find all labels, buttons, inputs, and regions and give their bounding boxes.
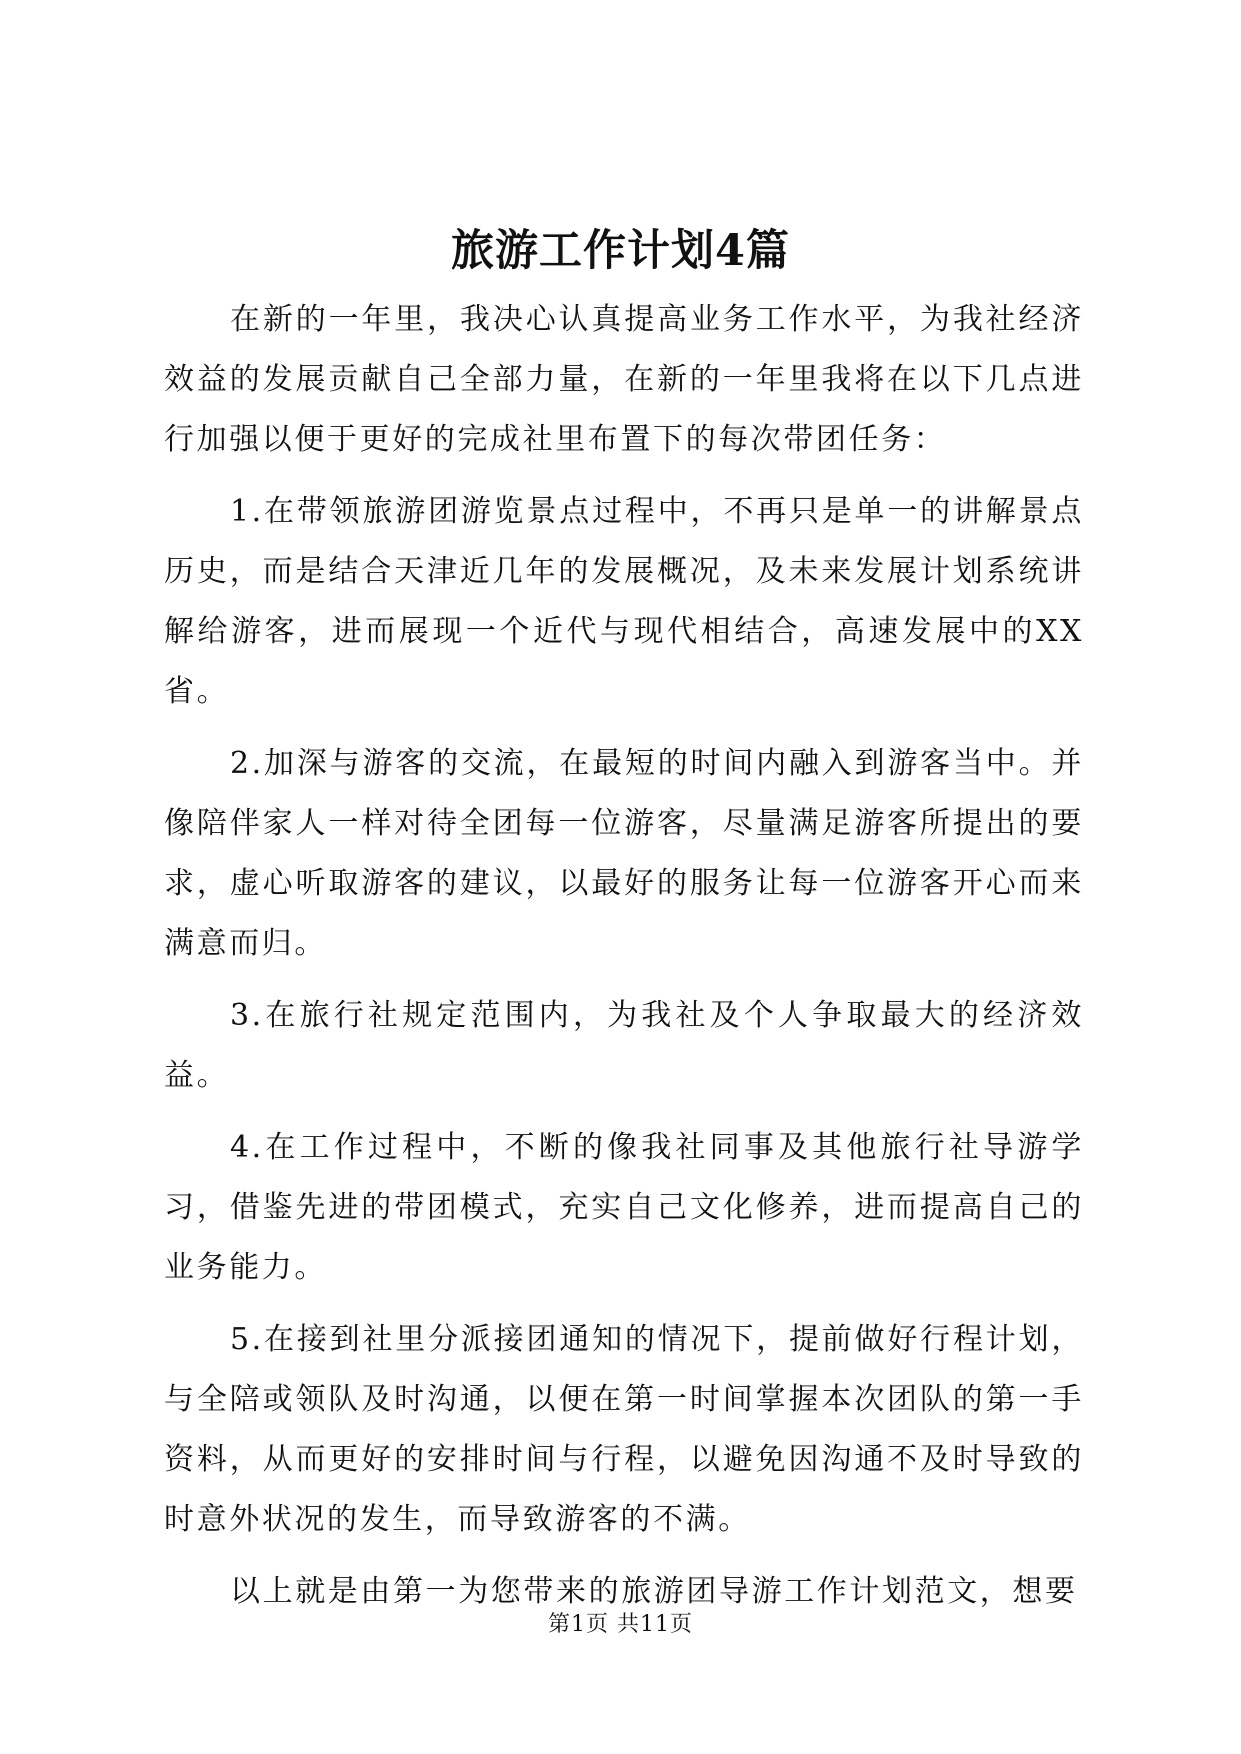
page-number-footer: 第1页 共11页 xyxy=(548,1612,693,1637)
item-paragraph-2: 2.加深与游客的交流，在最短的时间内融入到游客当中。并像陪伴家人一样对待全团每一位游客，尽量满足游客所提出的要求，虚心听取游客的建议，以最好的服务让每一位游客开心而来满意而归。 xyxy=(164,746,1084,961)
item-paragraph-5: 5.在接到社里分派接团通知的情况下，提前做好行程计划，与全陪或领队及时沟通，以便在第一时间掌握本次团队的第一手资料，从而更好的安排时间与行程，以避免因沟通不及时导致的时意外状况的发生，而导致游客的不满。 xyxy=(164,1322,1084,1537)
item-paragraph-3: 3.在旅行社规定范围内，为我社及个人争取最大的经济效益。 xyxy=(164,998,1084,1093)
item-paragraph-4: 4.在工作过程中，不断的像我社同事及其他旅行社导游学习，借鉴先进的带团模式，充实自己文化修养，进而提高自己的业务能力。 xyxy=(164,1130,1084,1285)
document-title: 旅游工作计划4篇 xyxy=(451,226,790,276)
closing-paragraph: 以上就是由第一为您带来的旅游团导游工作计划范文，想要 xyxy=(230,1574,1078,1609)
document-body xyxy=(164,290,1084,1634)
intro-paragraph: 在新的一年里，我决心认真提高业务工作水平，为我社经济效益的发展贡献自己全部力量，在新的一年里我将在以下几点进行加强以便于更好的完成社里布置下的每次带团任务： xyxy=(164,302,1084,457)
item-paragraph-1: 1.在带领旅游团游览景点过程中，不再只是单一的讲解景点历史，而是结合天津近几年的发展概况，及未来发展计划系统讲解给游客，进而展现一个近代与现代相结合，高速发展中的XX省。 xyxy=(164,494,1084,709)
